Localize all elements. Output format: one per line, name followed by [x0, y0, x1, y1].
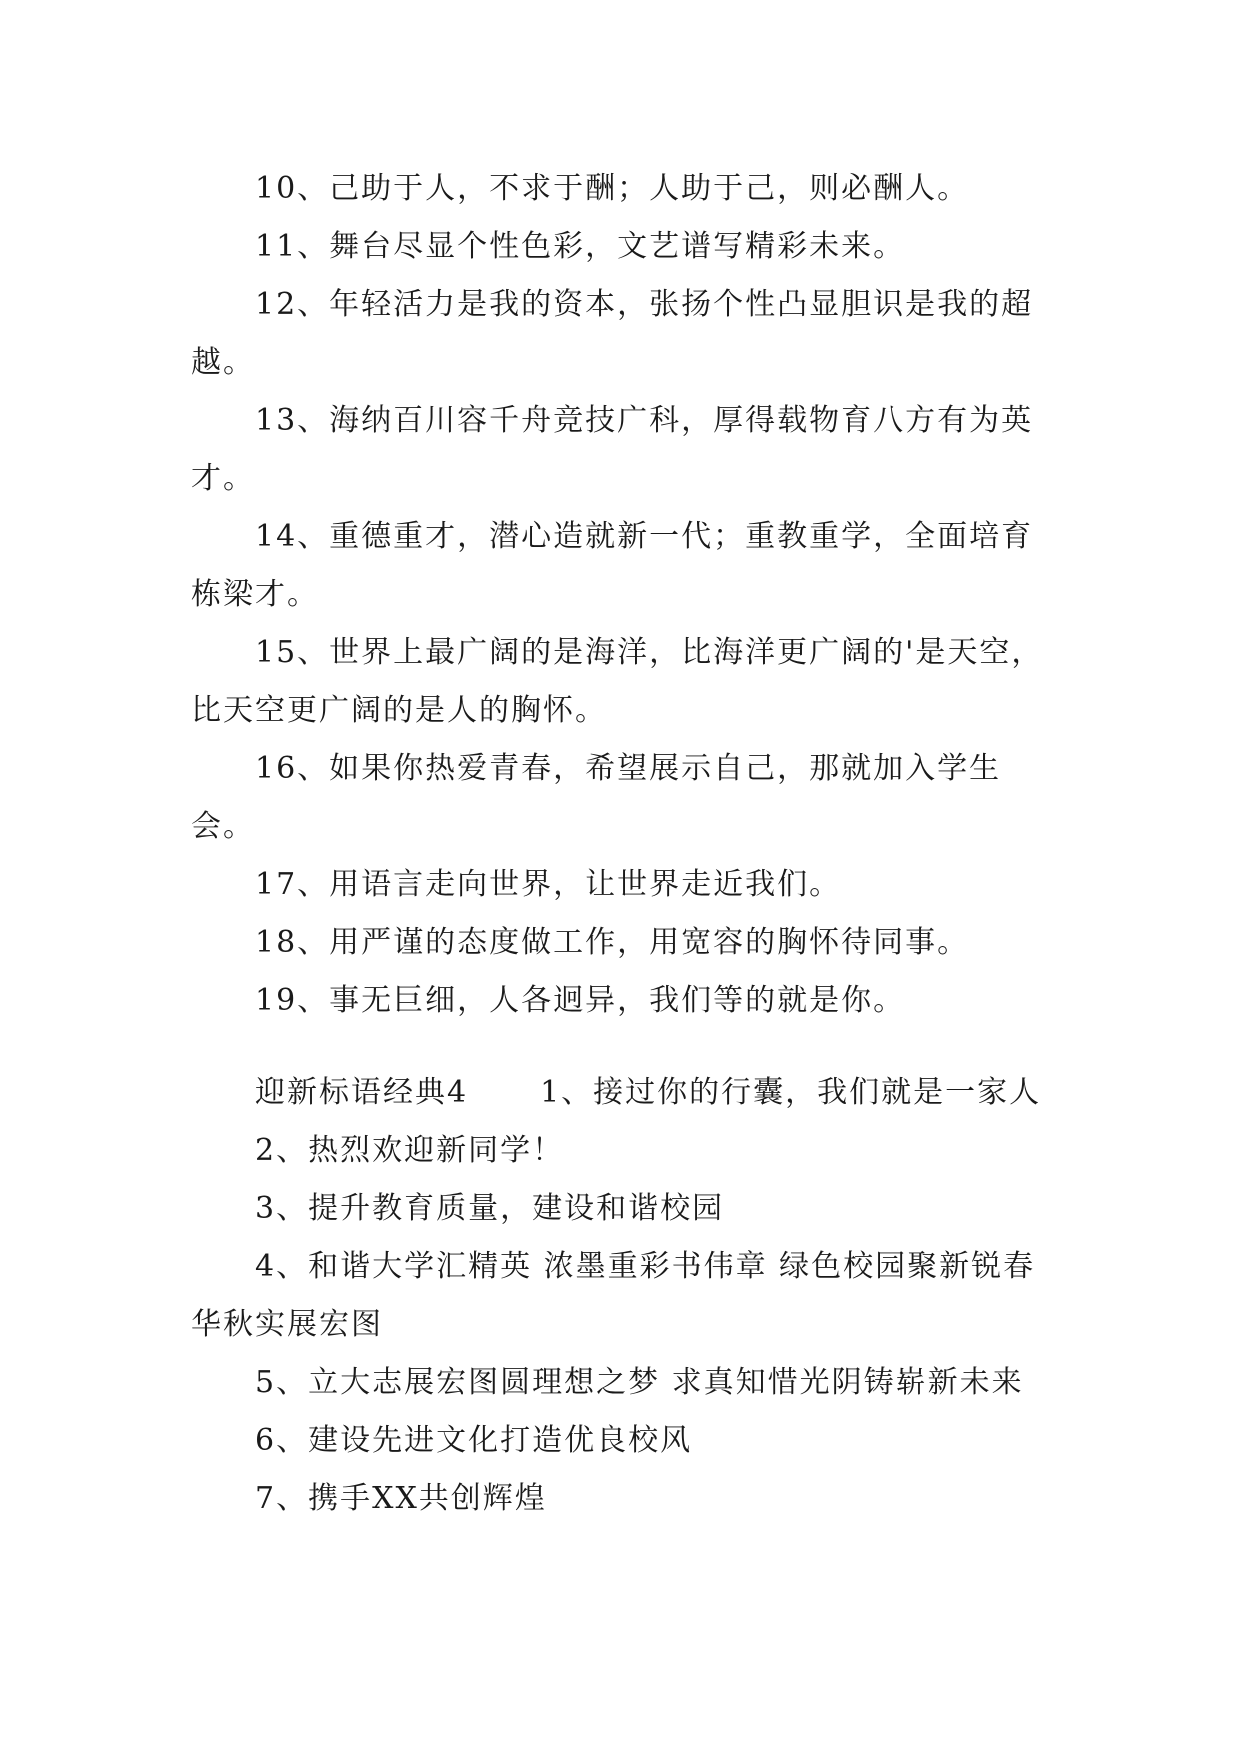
section-spacer [191, 1030, 1051, 1064]
section-heading: 迎新标语经典4 [255, 1075, 469, 1110]
document-body [191, 160, 1051, 1528]
slogan-item-19: 19、事无巨细，人各迥异，我们等的就是你。 [255, 983, 906, 1018]
welcome-item-5: 5、立大志展宏图圆理想之梦 求真知惜光阴铸崭新未来 [255, 1365, 1024, 1400]
welcome-item-2: 2、热烈欢迎新同学！ [255, 1133, 565, 1168]
welcome-item-3: 3、提升教育质量，建设和谐校园 [255, 1191, 725, 1226]
welcome-item-6: 6、建设先进文化打造优良校风 [255, 1423, 693, 1458]
slogan-item-12: 12、年轻活力是我的资本，张扬个性凸显胆识是我的超越。 [191, 287, 1034, 380]
slogan-item-15: 15、世界上最广阔的是海洋，比海洋更广阔的'是天空，比天空更广阔的是人的胸怀。 [191, 635, 1044, 728]
slogan-item-14: 14、重德重才，潜心造就新一代；重教重学，全面培育栋梁才。 [191, 519, 1034, 612]
welcome-item-4: 4、和谐大学汇精英 浓墨重彩书伟章 绿色校园聚新锐春华秋实展宏图 [191, 1249, 1036, 1342]
slogan-item-17: 17、用语言走向世界，让世界走近我们。 [255, 867, 842, 902]
section-heading-row [191, 1064, 1051, 1122]
slogan-item-13: 13、海纳百川容千舟竞技广科，厚得载物育八方有为英才。 [191, 403, 1034, 496]
welcome-item-7: 7、携手XX共创辉煌 [255, 1481, 547, 1516]
slogan-item-11: 11、舞台尽显个性色彩，文艺谱写精彩未来。 [255, 229, 906, 264]
slogan-item-18: 18、用严谨的态度做工作，用宽容的胸怀待同事。 [255, 925, 970, 960]
welcome-item-1: 1、接过你的行囊，我们就是一家人 [540, 1075, 1042, 1110]
slogan-item-16: 16、如果你热爱青春，希望展示自己，那就加入学生会。 [191, 751, 1002, 844]
slogan-item-10: 10、己助于人，不求于酬；人助于己，则必酬人。 [255, 171, 970, 206]
